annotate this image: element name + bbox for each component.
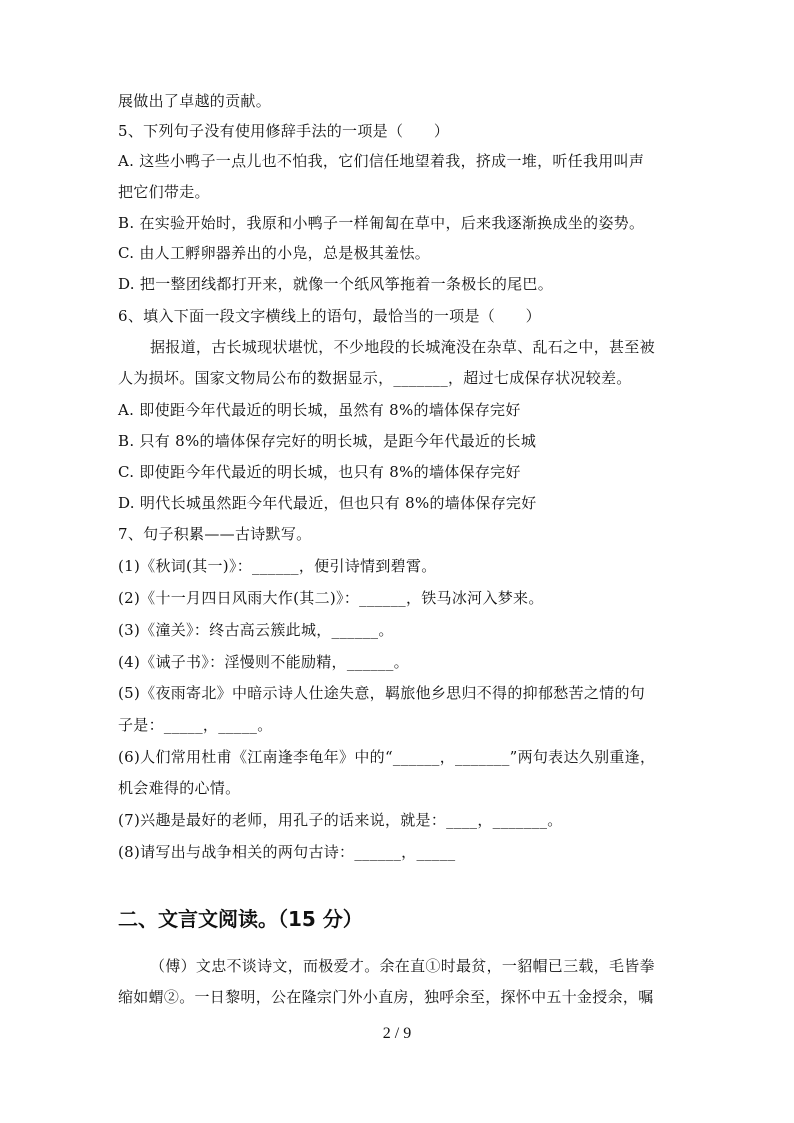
option-d: D. 把一整团线都打开来，就像一个纸风筝拖着一条极长的尾巴。 <box>118 275 554 293</box>
passage-line: 缩如蝟②。一日黎明，公在隆宗门外小直房，独呼余至，探怀中五十金授余，嘱 <box>118 988 654 1006</box>
question-6-prompt: 6、填入下面一段文字横线上的语句，最恰当的一项是（ ） <box>118 307 541 325</box>
option-a-continued: 把它们带走。 <box>118 183 210 201</box>
option-c: C. 即使距今年代最近的明长城，也只有 8%的墙体保存完好 <box>118 463 521 481</box>
option-a: A. 即使距今年代最近的明长城，虽然有 8%的墙体保存完好 <box>118 401 521 419</box>
option-d: D. 明代长城虽然距今年代最近，但也只有 8%的墙体保存完好 <box>118 494 537 512</box>
section-heading: 二、文言文阅读。（15 分） <box>118 907 363 931</box>
option-a: A. 这些小鸭子一点儿也不怕我，它们信任地望着我，挤成一堆，听任我用叫声 <box>118 152 645 170</box>
text-line: 展做出了卓越的贡献。 <box>118 92 272 110</box>
poem-item-3: (3)《潼关》：终古高云簇此城，______。 <box>118 621 394 639</box>
poem-item-6: (6)人们常用杜甫《江南逢李龟年》中的“______，_______”两句表达久别重逢， <box>118 748 656 766</box>
poem-item-5-continued: 子是：_____，_____。 <box>118 716 273 734</box>
question-6-passage-continued: 人为损坏。国家文物局公布的数据显示，_______，超过七成保存状况较差。 <box>118 369 632 387</box>
page-number: 2 / 9 <box>382 1025 412 1042</box>
poem-item-4: (4)《诫子书》：淫慢则不能励精，______。 <box>118 653 409 671</box>
passage-line: （傅）文忠不谈诗文，而极爱才。余在直①时最贫，一貂帽已三载，毛皆拳 <box>150 957 655 975</box>
poem-item-1: (1)《秋词(其一)》：______，便引诗情到碧霄。 <box>118 557 437 575</box>
option-b: B. 在实验开始时，我原和小鸭子一样匍匐在草中，后来我逐渐换成坐的姿势。 <box>118 214 645 232</box>
option-b: B. 只有 8%的墙体保存完好的明长城，是距今年代最近的长城 <box>118 432 537 450</box>
question-6-passage: 据报道，古长城现状堪忧，不少地段的长城淹没在杂草、乱石之中，甚至被 <box>150 338 655 356</box>
poem-item-8: (8)请写出与战争相关的两句古诗：______，_____ <box>118 843 456 861</box>
poem-item-7: (7)兴趣是最好的老师，用孔子的话来说，就是：____，_______。 <box>118 811 563 829</box>
question-5-prompt: 5、下列句子没有使用修辞手法的一项是（ ） <box>118 122 450 140</box>
poem-item-2: (2)《十一月四日风雨大作(其二)》：______，铁马冰河入梦来。 <box>118 589 544 607</box>
question-7-prompt: 7、句子积累——古诗默写。 <box>118 525 312 543</box>
option-c: C. 由人工孵卵器养出的小凫，总是极其羞怯。 <box>118 244 431 262</box>
poem-item-5: (5)《夜雨寄北》中暗示诗人仕途失意，羁旅他乡思归不得的抑郁愁苦之情的句 <box>118 684 646 702</box>
poem-item-6-continued: 机会难得的心情。 <box>118 779 241 797</box>
